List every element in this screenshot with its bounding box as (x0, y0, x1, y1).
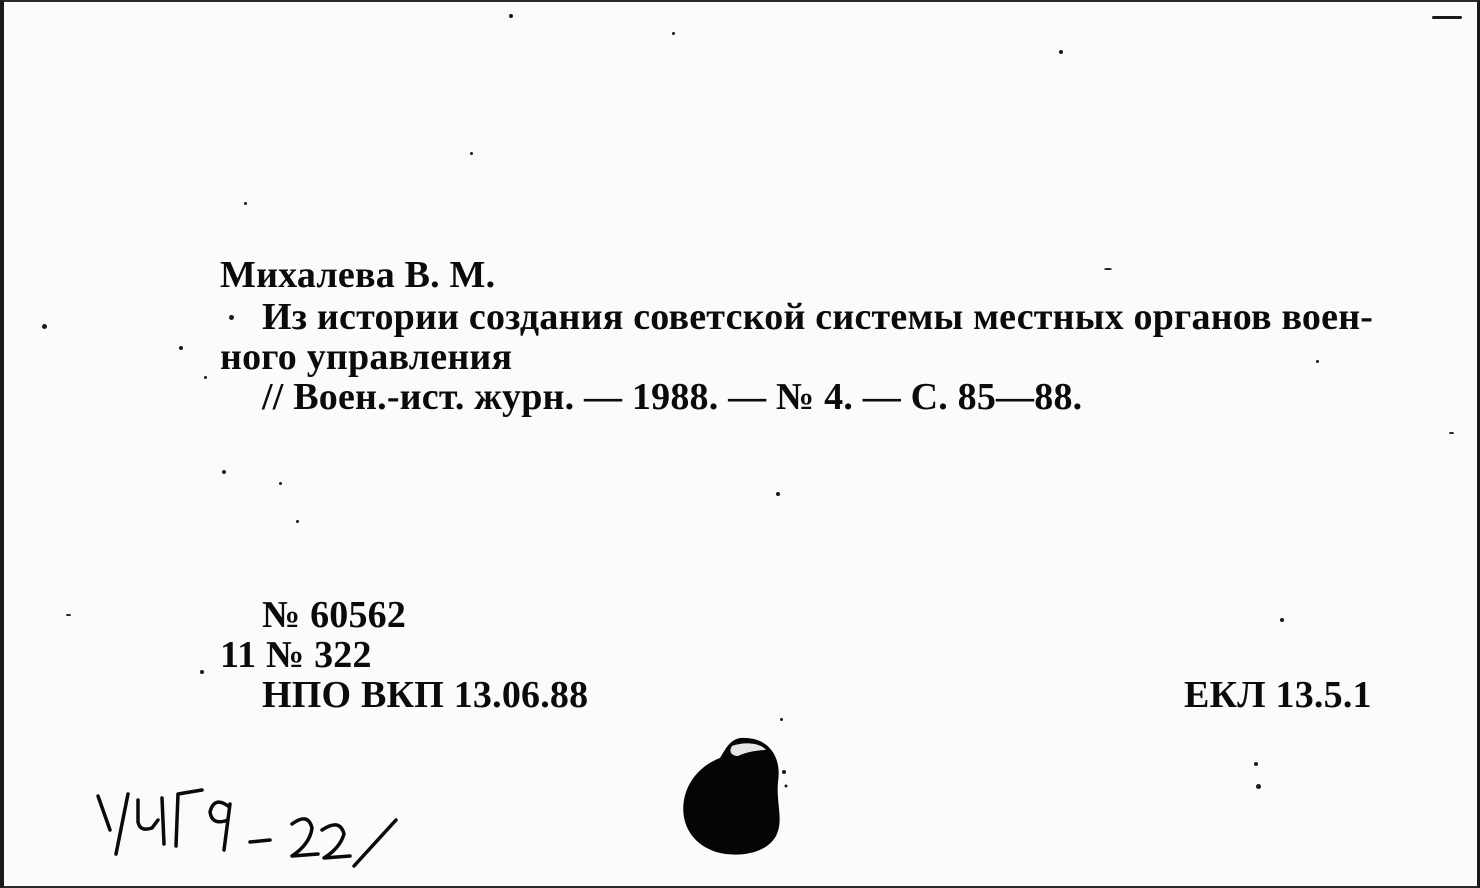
speckle (1104, 268, 1112, 270)
speckle (1256, 784, 1261, 789)
speckle (179, 346, 183, 350)
speckle (1254, 762, 1258, 766)
punch-hole (680, 734, 790, 858)
record-number: № 60562 (262, 594, 407, 636)
speckle (244, 202, 247, 205)
classification-code: ЕКЛ 13.5.1 (1184, 674, 1372, 716)
speckle (296, 520, 299, 523)
speckle (470, 152, 473, 155)
source-citation: // Воен.-ист. журн. — 1988. — № 4. — С. 85—88. (262, 376, 1083, 418)
speckle (279, 482, 282, 485)
speckle (66, 614, 71, 616)
speckle (672, 32, 675, 35)
speckle (204, 376, 207, 379)
speckle (780, 718, 783, 721)
title-line-2: ного управления (220, 336, 513, 378)
title-line-1: Из истории создания советской системы местных органов воен- (262, 296, 1374, 338)
speckle (776, 492, 780, 496)
publisher-date: НПО ВКП 13.06.88 (262, 674, 589, 716)
issue-number: 11 № 322 (220, 634, 372, 676)
speckle (222, 470, 226, 474)
author-name: Михалева В. М. (220, 254, 496, 296)
bullet-mark (229, 315, 234, 320)
speckle (1432, 16, 1462, 19)
speckle (200, 670, 204, 674)
speckle (1280, 618, 1284, 622)
speckle (1449, 432, 1454, 434)
speckle (42, 324, 47, 329)
speckle (1059, 50, 1063, 54)
speckle (1316, 360, 1319, 363)
handwritten-code (92, 780, 422, 880)
speckle (509, 14, 513, 18)
